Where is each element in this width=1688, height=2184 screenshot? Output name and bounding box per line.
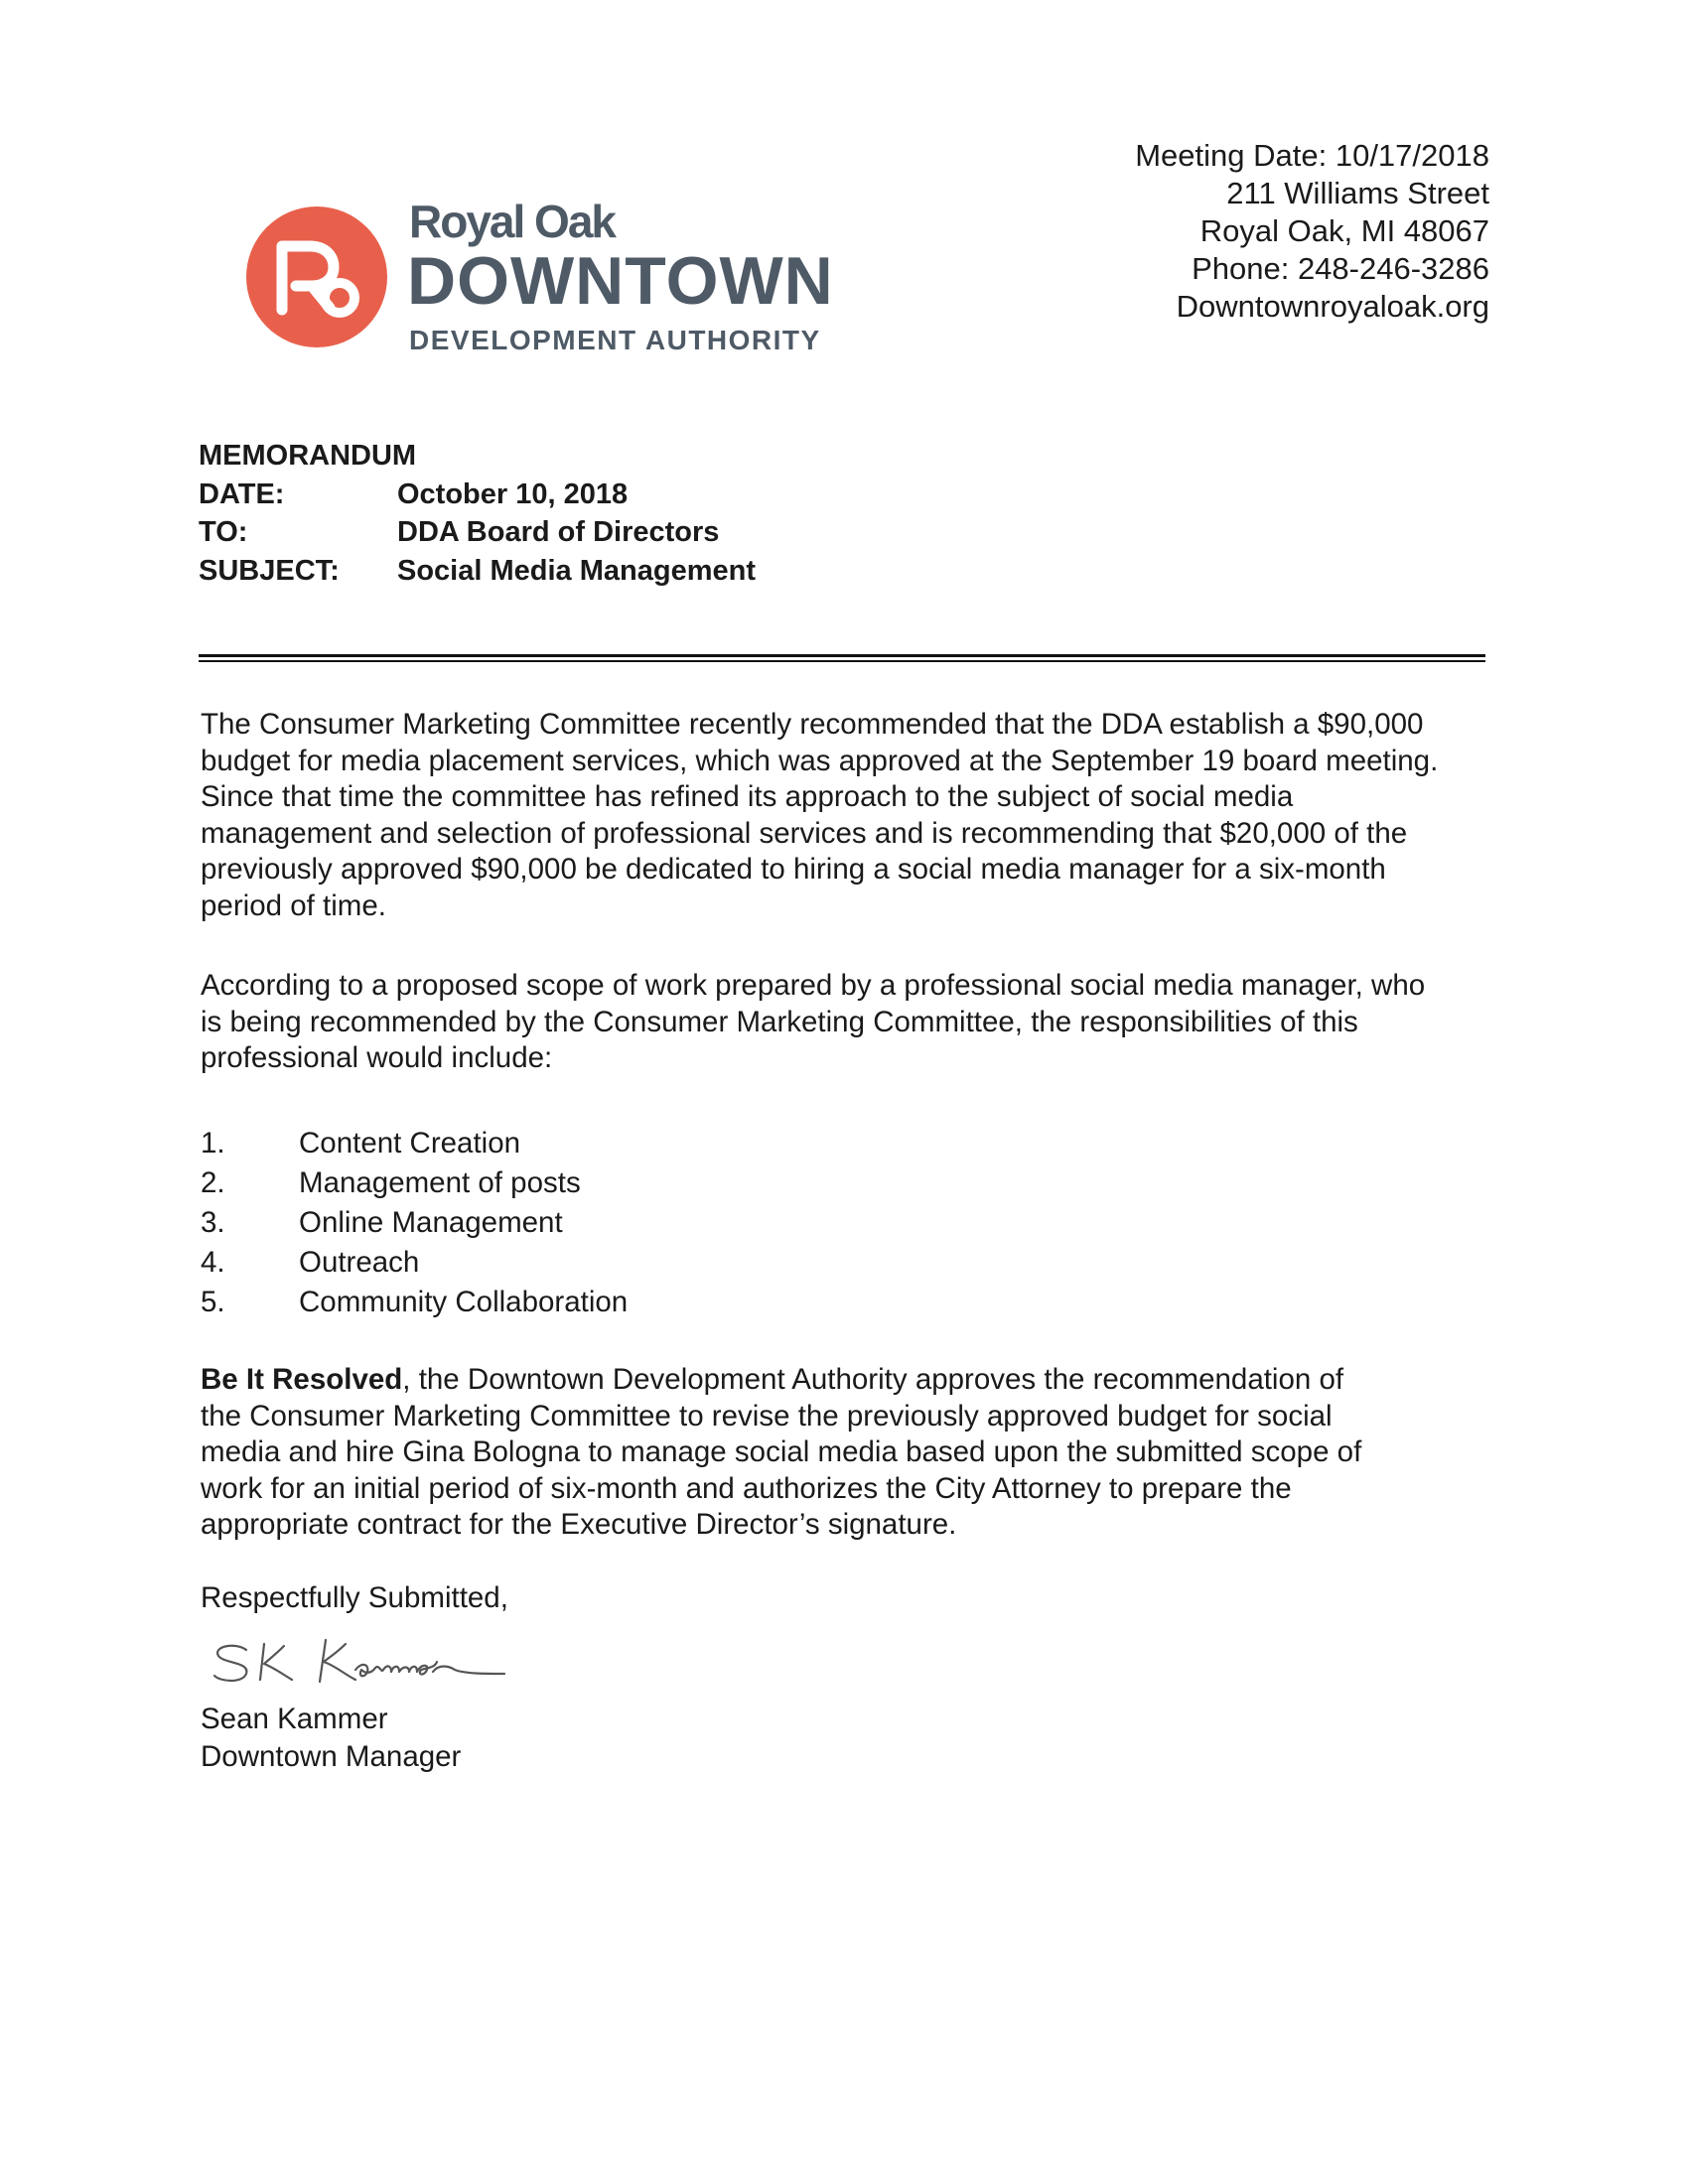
- paragraph-line: professional would include:: [201, 1041, 553, 1075]
- paragraph-line: is being recommended by the Consumer Marketing Committee, the responsibilities of this: [201, 1005, 1358, 1038]
- list-item: [201, 1283, 995, 1322]
- to-label: TO:: [199, 516, 248, 548]
- list-item: [201, 1243, 995, 1283]
- paragraph-budget: [201, 707, 1511, 925]
- paragraph-line: Since that time the committee has refined its approach to the subject of social media: [201, 780, 1294, 814]
- logo-development-authority: DEVELOPMENT AUTHORITY: [409, 325, 821, 355]
- paragraph-resolution: [201, 1362, 1511, 1544]
- responsibilities-list: [201, 1124, 995, 1322]
- list-item: [201, 1203, 995, 1243]
- signer-name: Sean Kammer: [201, 1703, 388, 1735]
- signer-title: Downtown Manager: [201, 1740, 462, 1773]
- paragraph-line: The Consumer Marketing Committee recently recommended that the DDA establish a $90,000: [201, 708, 1424, 741]
- paragraph-line: previously approved $90,000 be dedicated to hiring a social media manager for a six-month: [201, 853, 1386, 887]
- phone-number: Phone: 248-246-3286: [1192, 251, 1489, 286]
- list-text: Community Collaboration: [299, 1286, 629, 1318]
- paragraph-line: appropriate contract for the Executive Director’s signature.: [201, 1508, 957, 1542]
- royal-oak-dda-logo: [246, 195, 862, 365]
- paragraph-line: According to a proposed scope of work prepared by a professional social media manager, who: [201, 969, 1426, 1002]
- logo-royal-oak: Royal Oak: [409, 196, 615, 247]
- paragraph-line: management and selection of professional services and is recommending that $20,000 of the: [201, 816, 1408, 850]
- list-number: 5.: [201, 1286, 225, 1318]
- handwritten-signature: [207, 1630, 514, 1692]
- date-label: DATE:: [199, 478, 285, 510]
- list-item: [201, 1163, 995, 1203]
- paragraph-line: media and hire Gina Bologna to manage social media based upon the submitted scope of: [201, 1435, 1362, 1469]
- list-number: 1.: [201, 1127, 225, 1160]
- date-value: October 10, 2018: [397, 478, 629, 510]
- list-number: 4.: [201, 1246, 225, 1279]
- paragraph-line: the Consumer Marketing Committee to revise the previously approved budget for social: [201, 1399, 1333, 1433]
- paragraph-line: work for an initial period of six-month and authorizes the City Attorney to prepare the: [201, 1471, 1292, 1505]
- paragraph-line: period of time.: [201, 888, 386, 922]
- memo-subject-row: [199, 552, 1092, 591]
- list-number: 2.: [201, 1166, 225, 1199]
- memo-header: [199, 437, 1092, 590]
- memo-heading: MEMORANDUM: [199, 440, 417, 472]
- paragraph-line: [201, 1362, 1511, 1399]
- list-text: Management of posts: [299, 1166, 581, 1199]
- header-divider: [199, 654, 1485, 657]
- street-address: 211 Williams Street: [1226, 176, 1489, 210]
- city-address: Royal Oak, MI 48067: [1199, 213, 1489, 248]
- subject-value: Social Media Management: [397, 554, 756, 587]
- memo-date-row: [199, 476, 1092, 514]
- meeting-date: Meeting Date: 10/17/2018: [1135, 138, 1489, 173]
- paragraph-scope: [201, 968, 1511, 1077]
- list-text: Content Creation: [299, 1127, 521, 1160]
- signer-block: [201, 1701, 461, 1776]
- paragraph-line: budget for media placement services, which was approved at the September 19 board meeting.: [201, 744, 1439, 777]
- list-text: Outreach: [299, 1246, 420, 1279]
- list-number: 3.: [201, 1206, 225, 1239]
- contact-block: [993, 137, 1489, 326]
- resolution-bold: Be It Resolved: [201, 1363, 403, 1396]
- closing-salutation: Respectfully Submitted,: [201, 1581, 508, 1614]
- header-divider-secondary: [199, 660, 1485, 662]
- website: Downtownroyaloak.org: [1176, 289, 1489, 324]
- logo-downtown: DOWNTOWN: [407, 243, 834, 319]
- list-text: Online Management: [299, 1206, 563, 1239]
- ro-logo-icon: [246, 206, 387, 347]
- list-item: [201, 1124, 995, 1163]
- memo-to-row: [199, 513, 1092, 552]
- subject-label: SUBJECT:: [199, 554, 340, 587]
- resolution-first-line: , the Downtown Development Authority approves the recommendation of: [402, 1363, 1344, 1396]
- to-value: DDA Board of Directors: [397, 516, 720, 548]
